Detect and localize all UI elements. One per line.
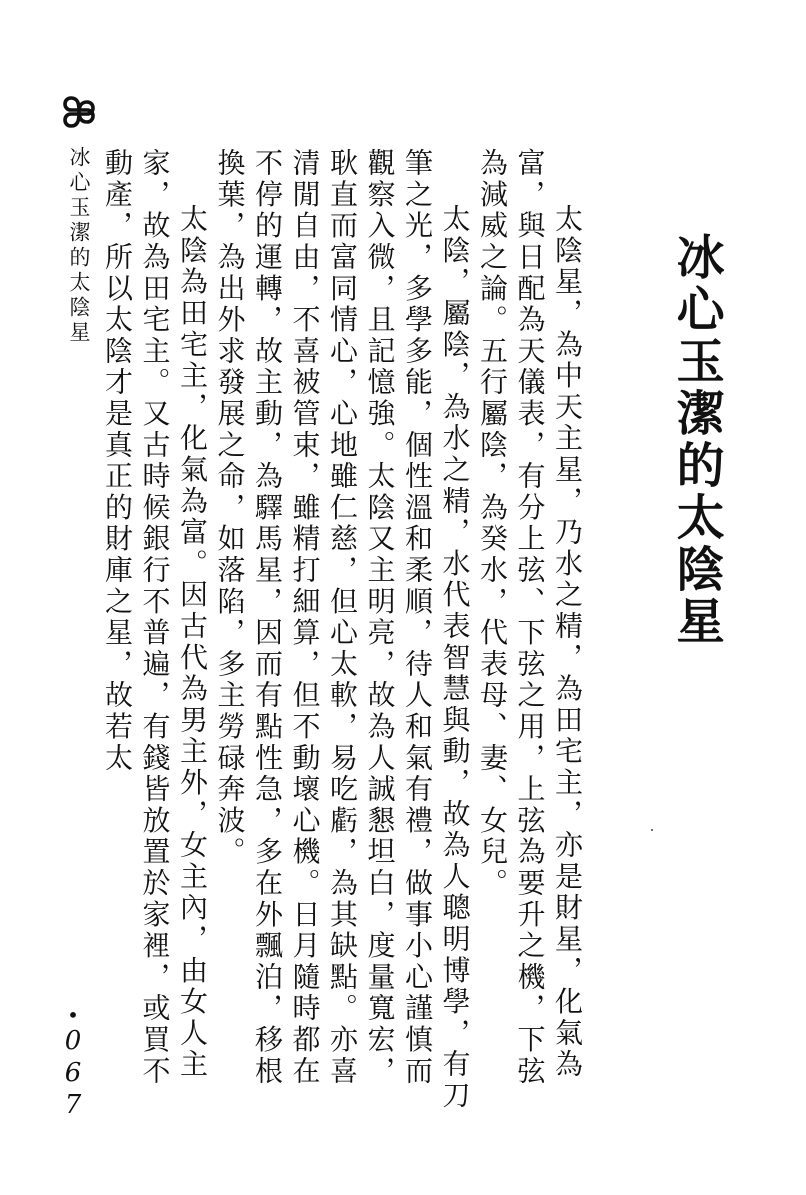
paragraph-2: 太陰，屬陰，為水之精，水代表智慧與動，故為人聰明博學，有刀筆之光，多學多能，個性溫和柔順，待人和氣有禮，做事小心謹慎而觀察入微，且記憶強。太陰又主明亮，故為人誠懇坦白，度量寬宏，耿直而富同情心，心地雖仁慈，但心太軟，易吃虧，為其缺點。亦喜清閒自由，不喜被管束，雖精打細算，但不動壞心機。日月隨時都在不停的運轉，故主動，為驛馬星，因而有點性急，多在外飄泊，移根換葉，為出外求發展之命，如落陷，多主勞碌奔波。 [213, 148, 472, 1112]
paragraph-3: 太陰為田宅主，化氣為富。因古代為男主外，女主內，由女人主家，故為田宅主。又古時候銀行不普遍，有錢皆放置於家裡，或買不動產，所以太陰才是真正的財庫之星，故若太 [101, 148, 209, 1087]
page-number-digit: 6 [64, 1058, 82, 1088]
body-text [99, 148, 587, 1113]
running-title: 冰心玉潔的太陰星 [67, 146, 91, 346]
running-header [54, 92, 104, 422]
print-speck [651, 829, 653, 831]
page-number-digit: 7 [64, 1090, 82, 1120]
page-number-bullet: • [67, 1003, 79, 1027]
chapter-title: 冰心玉潔的太陰星 [668, 232, 725, 648]
paragraph-1: 太陰星，為中天主星，乃水之精，為田宅主，亦是財星，化氣為富，與日配為天儀表，有分上弦、下弦之用，上弦為要升之機，下弦為減威之論。五行屬陰，為癸水，代表母、妻、女兒。 [476, 148, 584, 1087]
interlocked-loop-logo-icon [59, 92, 99, 132]
page-number [58, 1005, 88, 1121]
page-number-digit: 0 [64, 1026, 82, 1056]
